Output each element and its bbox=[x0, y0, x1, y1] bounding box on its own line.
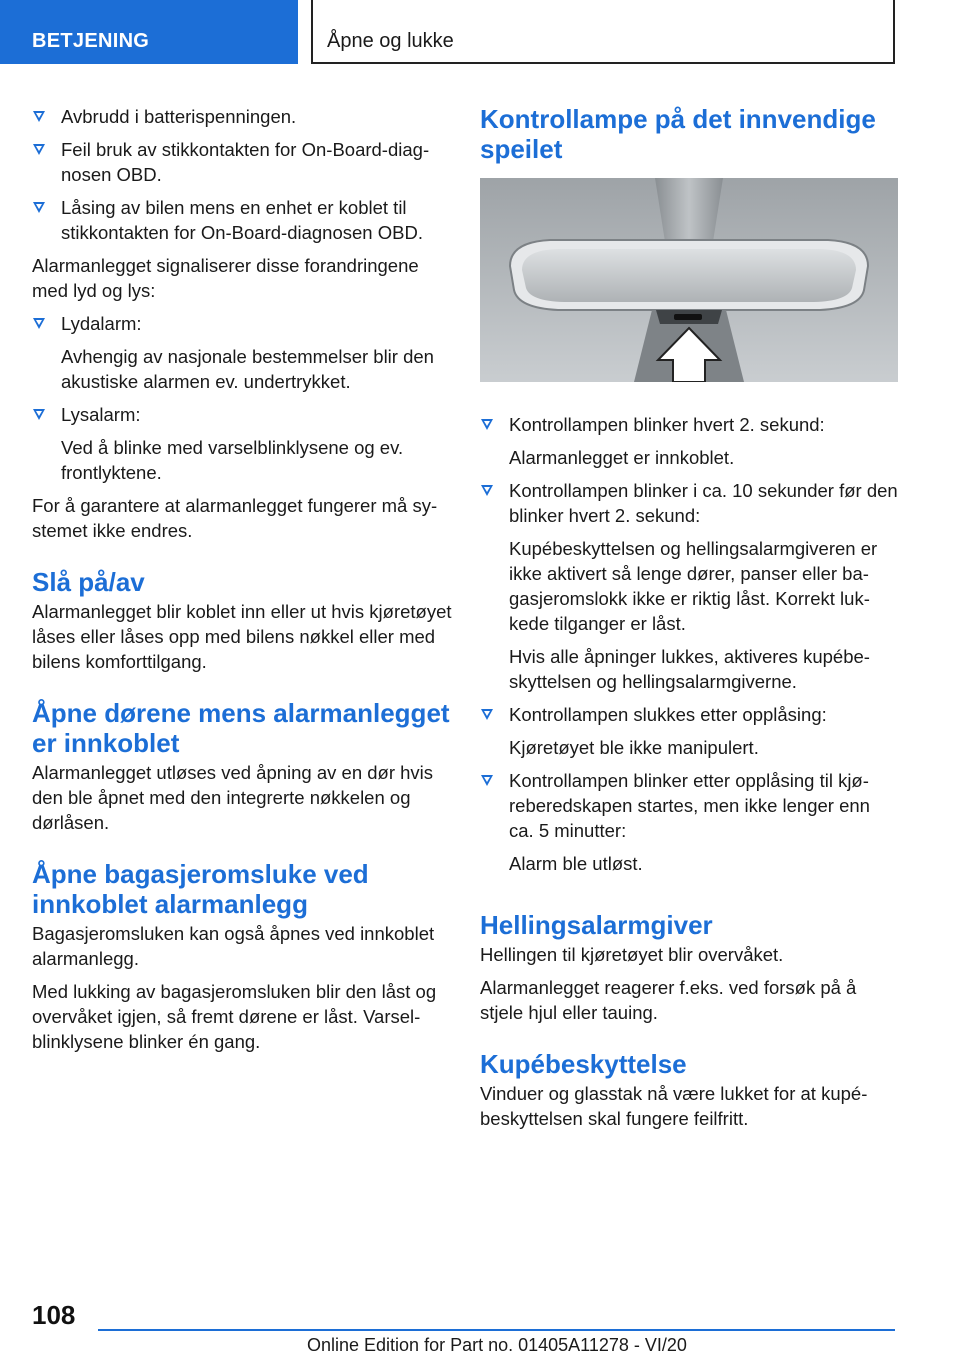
list-item: Kontrollampen blinker hvert 2. sekund: bbox=[480, 412, 898, 437]
paragraph: Alarmanlegget reagerer f.eks. ved forsøk på å stjele hjul eller tauing. bbox=[480, 977, 857, 1023]
triangle-bullet-icon bbox=[481, 485, 493, 496]
triangle-bullet-icon bbox=[33, 202, 45, 213]
triangle-bullet-icon bbox=[33, 318, 45, 329]
paragraph: Hellingen til kjøretøyet blir overvåket. bbox=[480, 944, 784, 965]
list-item: Kontrollampen blinker i ca. 10 sekunder før den blinker hvert 2. sekund: bbox=[480, 478, 898, 528]
paragraph: Vinduer og glasstak nå være lukket for at kupébeskyttelsen skal fungere feilfritt. bbox=[480, 1083, 868, 1129]
section-heading: Kontrollampe på det innvendige speilet bbox=[480, 104, 876, 164]
rearview-mirror-illustration bbox=[480, 178, 898, 382]
list-item: Lydalarm: bbox=[32, 311, 452, 336]
triangle-bullet-icon bbox=[33, 144, 45, 155]
list-item: Låsing av bilen mens en enhet er koblet til stikkontakten for On-Board-diagnosen OBD. bbox=[32, 195, 452, 245]
section-heading: Åpne dørene mens alarmanlegget er innkoblet bbox=[32, 698, 450, 758]
footer-divider bbox=[98, 1329, 895, 1331]
paragraph: Bagasjeromsluken kan også åpnes ved innkoblet alarmanlegg. bbox=[32, 923, 435, 969]
list-item-detail: Alarmanlegget er innkoblet. bbox=[509, 447, 735, 468]
paragraph: Alarmanlegget blir koblet inn eller ut hvis kjøretøyet låses eller låses opp med bilens nøkkel eller med bilens komforttilgang. bbox=[32, 601, 452, 672]
list-item-detail: Avhengig av nasjonale bestemmelser blir den akustiske alarmen ev. undertrykket. bbox=[61, 346, 434, 392]
list-item-detail: Hvis alle åpninger lukkes, aktiveres kupébeskyttelsen og hellingsalarmgiverne. bbox=[509, 646, 870, 692]
mirror-figure bbox=[480, 178, 898, 382]
left-column bbox=[32, 104, 452, 1062]
triangle-bullet-icon bbox=[481, 419, 493, 430]
triangle-bullet-icon bbox=[481, 709, 493, 720]
paragraph: Med lukking av bagasjeromsluken blir den låst og overvåket igjen, så fremt dørene er låst. Varselblinklysene blinker én gang. bbox=[32, 981, 437, 1052]
triangle-bullet-icon bbox=[33, 111, 45, 122]
list-item: Kontrollampen slukkes etter opplåsing: bbox=[480, 702, 898, 727]
section-heading: Hellingsalarmgiver bbox=[480, 910, 713, 940]
section-heading: Kupébeskyttelse bbox=[480, 1049, 687, 1079]
chapter-title: Åpne og lukke bbox=[327, 30, 454, 52]
right-column bbox=[480, 104, 898, 1139]
section-heading: Slå på/av bbox=[32, 567, 145, 597]
list-item-detail: Kjøretøyet ble ikke manipulert. bbox=[509, 737, 759, 758]
triangle-bullet-icon bbox=[33, 409, 45, 420]
section-title: BETJENING bbox=[32, 30, 150, 52]
triangle-bullet-icon bbox=[481, 775, 493, 786]
list-item: Avbrudd i batterispenningen. bbox=[32, 104, 452, 129]
section-heading: Åpne bagasjeromsluke ved innkoblet alarmanlegg bbox=[32, 859, 369, 919]
list-item: Kontrollampen blinker etter opplåsing til kjøreberedskapen startes, men ikke lenger enn ca. 5 minutter: bbox=[480, 768, 898, 843]
paragraph: For å garantere at alarmanlegget fungerer må systemet ikke endres. bbox=[32, 495, 438, 541]
chapter-header bbox=[311, 0, 895, 64]
list-item-detail: Ved å blinke med varselblinklysene og ev. frontlyktene. bbox=[61, 437, 404, 483]
edition-footer: Online Edition for Part no. 01405A11278 - VI/20 bbox=[307, 1335, 687, 1355]
section-tab bbox=[0, 0, 298, 64]
list-item: Feil bruk av stikkontakten for On-Board-diagnosen OBD. bbox=[32, 137, 452, 187]
list-item-detail: Alarm ble utløst. bbox=[509, 853, 643, 874]
list-item-detail: Kupébeskyttelsen og hellingsalarmgiveren er ikke aktivert så lenge dører, panser eller bagasjeromslokk ikke er riktig låst. Korrekt lukkede tilganger er låst. bbox=[509, 538, 878, 634]
list-item: Lysalarm: bbox=[32, 402, 452, 427]
paragraph: Alarmanlegget signaliserer disse forandringene med lyd og lys: bbox=[32, 255, 419, 301]
page-number: 108 bbox=[32, 1300, 76, 1330]
paragraph: Alarmanlegget utløses ved åpning av en dør hvis den ble åpnet med den integrerte nøkkelen og dørlåsen. bbox=[32, 762, 434, 833]
